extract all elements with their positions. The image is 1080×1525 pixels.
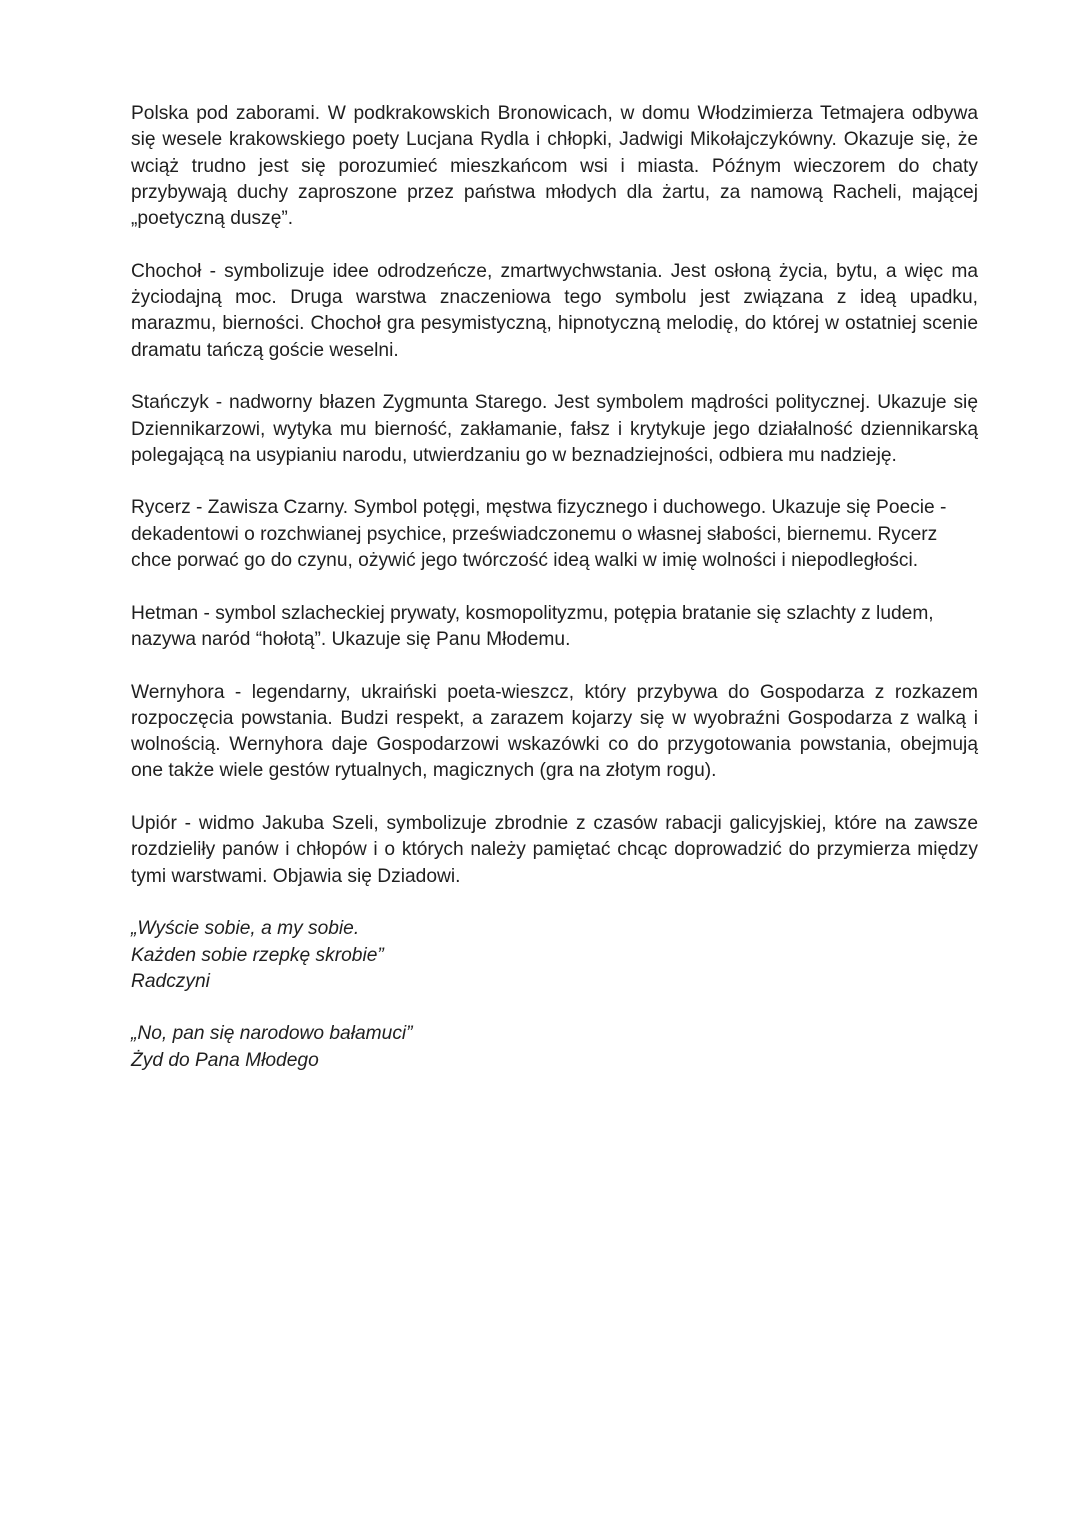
quote-radczyni [131, 916, 978, 995]
quote-speaker: Żyd do Pana Młodego [131, 1049, 319, 1071]
quote-line: Każden sobie rzepkę skrobie” [131, 944, 384, 966]
quote-line: „Wyście sobie, a my sobie. [131, 918, 360, 940]
paragraph-hetman: Hetman - symbol szlacheckiej prywaty, kosmopolityzmu, potępia bratanie się szlachty z ludem, nazywa naród “hołotą”. Ukazuje się Panu Młodemu. [131, 602, 934, 650]
document-page [131, 101, 978, 1100]
quote-speaker: Radczyni [131, 970, 210, 992]
quote-line: „No, pan się narodowo bałamuci” [131, 1023, 413, 1045]
paragraph-chochol: Chochoł - symbolizuje idee odrodzeńcze, zmartwychwstania. Jest osłoną życia, bytu, a więc ma życiodajną moc. Druga warstwa znaczeniowa tego symbolu jest związana z ideą upadku, marazmu, bierności. Chochoł gra pesymistyczną, hipnotyczną melodię, do której w ostatniej scenie dramatu tańczą goście weselni. [131, 260, 978, 361]
paragraph-stanczyk: Stańczyk - nadworny błazen Zygmunta Starego. Jest symbolem mądrości politycznej. Ukazuje się Dziennikarzowi, wytyka mu bierność, zakłamanie, fałsz i krytykuje jego działalność dziennikarską polegającą na usypianiu narodu, utwierdzaniu go w beznadziejności, odbiera mu nadzieję. [131, 392, 978, 466]
paragraph-upior: Upiór - widmo Jakuba Szeli, symbolizuje zbrodnie z czasów rabacji galicyjskiej, które na zawsze rozdzieliły panów i chłopów i o których należy pamiętać chcąc doprowadzić do przymierza między tymi warstwami. Objawia się Dziadowi. [131, 813, 978, 887]
quote-zyd [131, 1021, 978, 1074]
paragraph-intro: Polska pod zaborami. W podkrakowskich Bronowicach, w domu Włodzimierza Tetmajera odbywa się wesele krakowskiego poety Lucjana Rydla i chłopki, Jadwigi Mikołajczykówny. Okazuje się, że wciąż trudno jest się porozumieć mieszkańcom wsi i miasta. Późnym wieczorem do chaty przybywają duchy zaproszone przez państwa młodych dla żartu, za namową Racheli, mającej „poetyczną duszę”. [131, 103, 978, 230]
paragraph-rycerz: Rycerz - Zawisza Czarny. Symbol potęgi, męstwa fizycznego i duchowego. Ukazuje się Poecie - dekadentowi o rozchwianej psychice, przeświadczonemu o własnej słabości, biernemu. Rycerz chce porwać go do czynu, ożywić jego twórczość ideą walki w imię wolności i niepodległości. [131, 497, 947, 572]
paragraph-wernyhora: Wernyhora - legendarny, ukraiński poeta-wieszcz, który przybywa do Gospodarza z rozkazem rozpoczęcia powstania. Budzi respekt, a zarazem kojarzy się w wyobraźni Gospodarza z walką i wolnością. Wernyhora daje Gospodarzowi wskazówki co do przygotowania powstania, obejmują one także wiele gestów rytualnych, magicznych (gra na złotym rogu). [131, 681, 978, 782]
